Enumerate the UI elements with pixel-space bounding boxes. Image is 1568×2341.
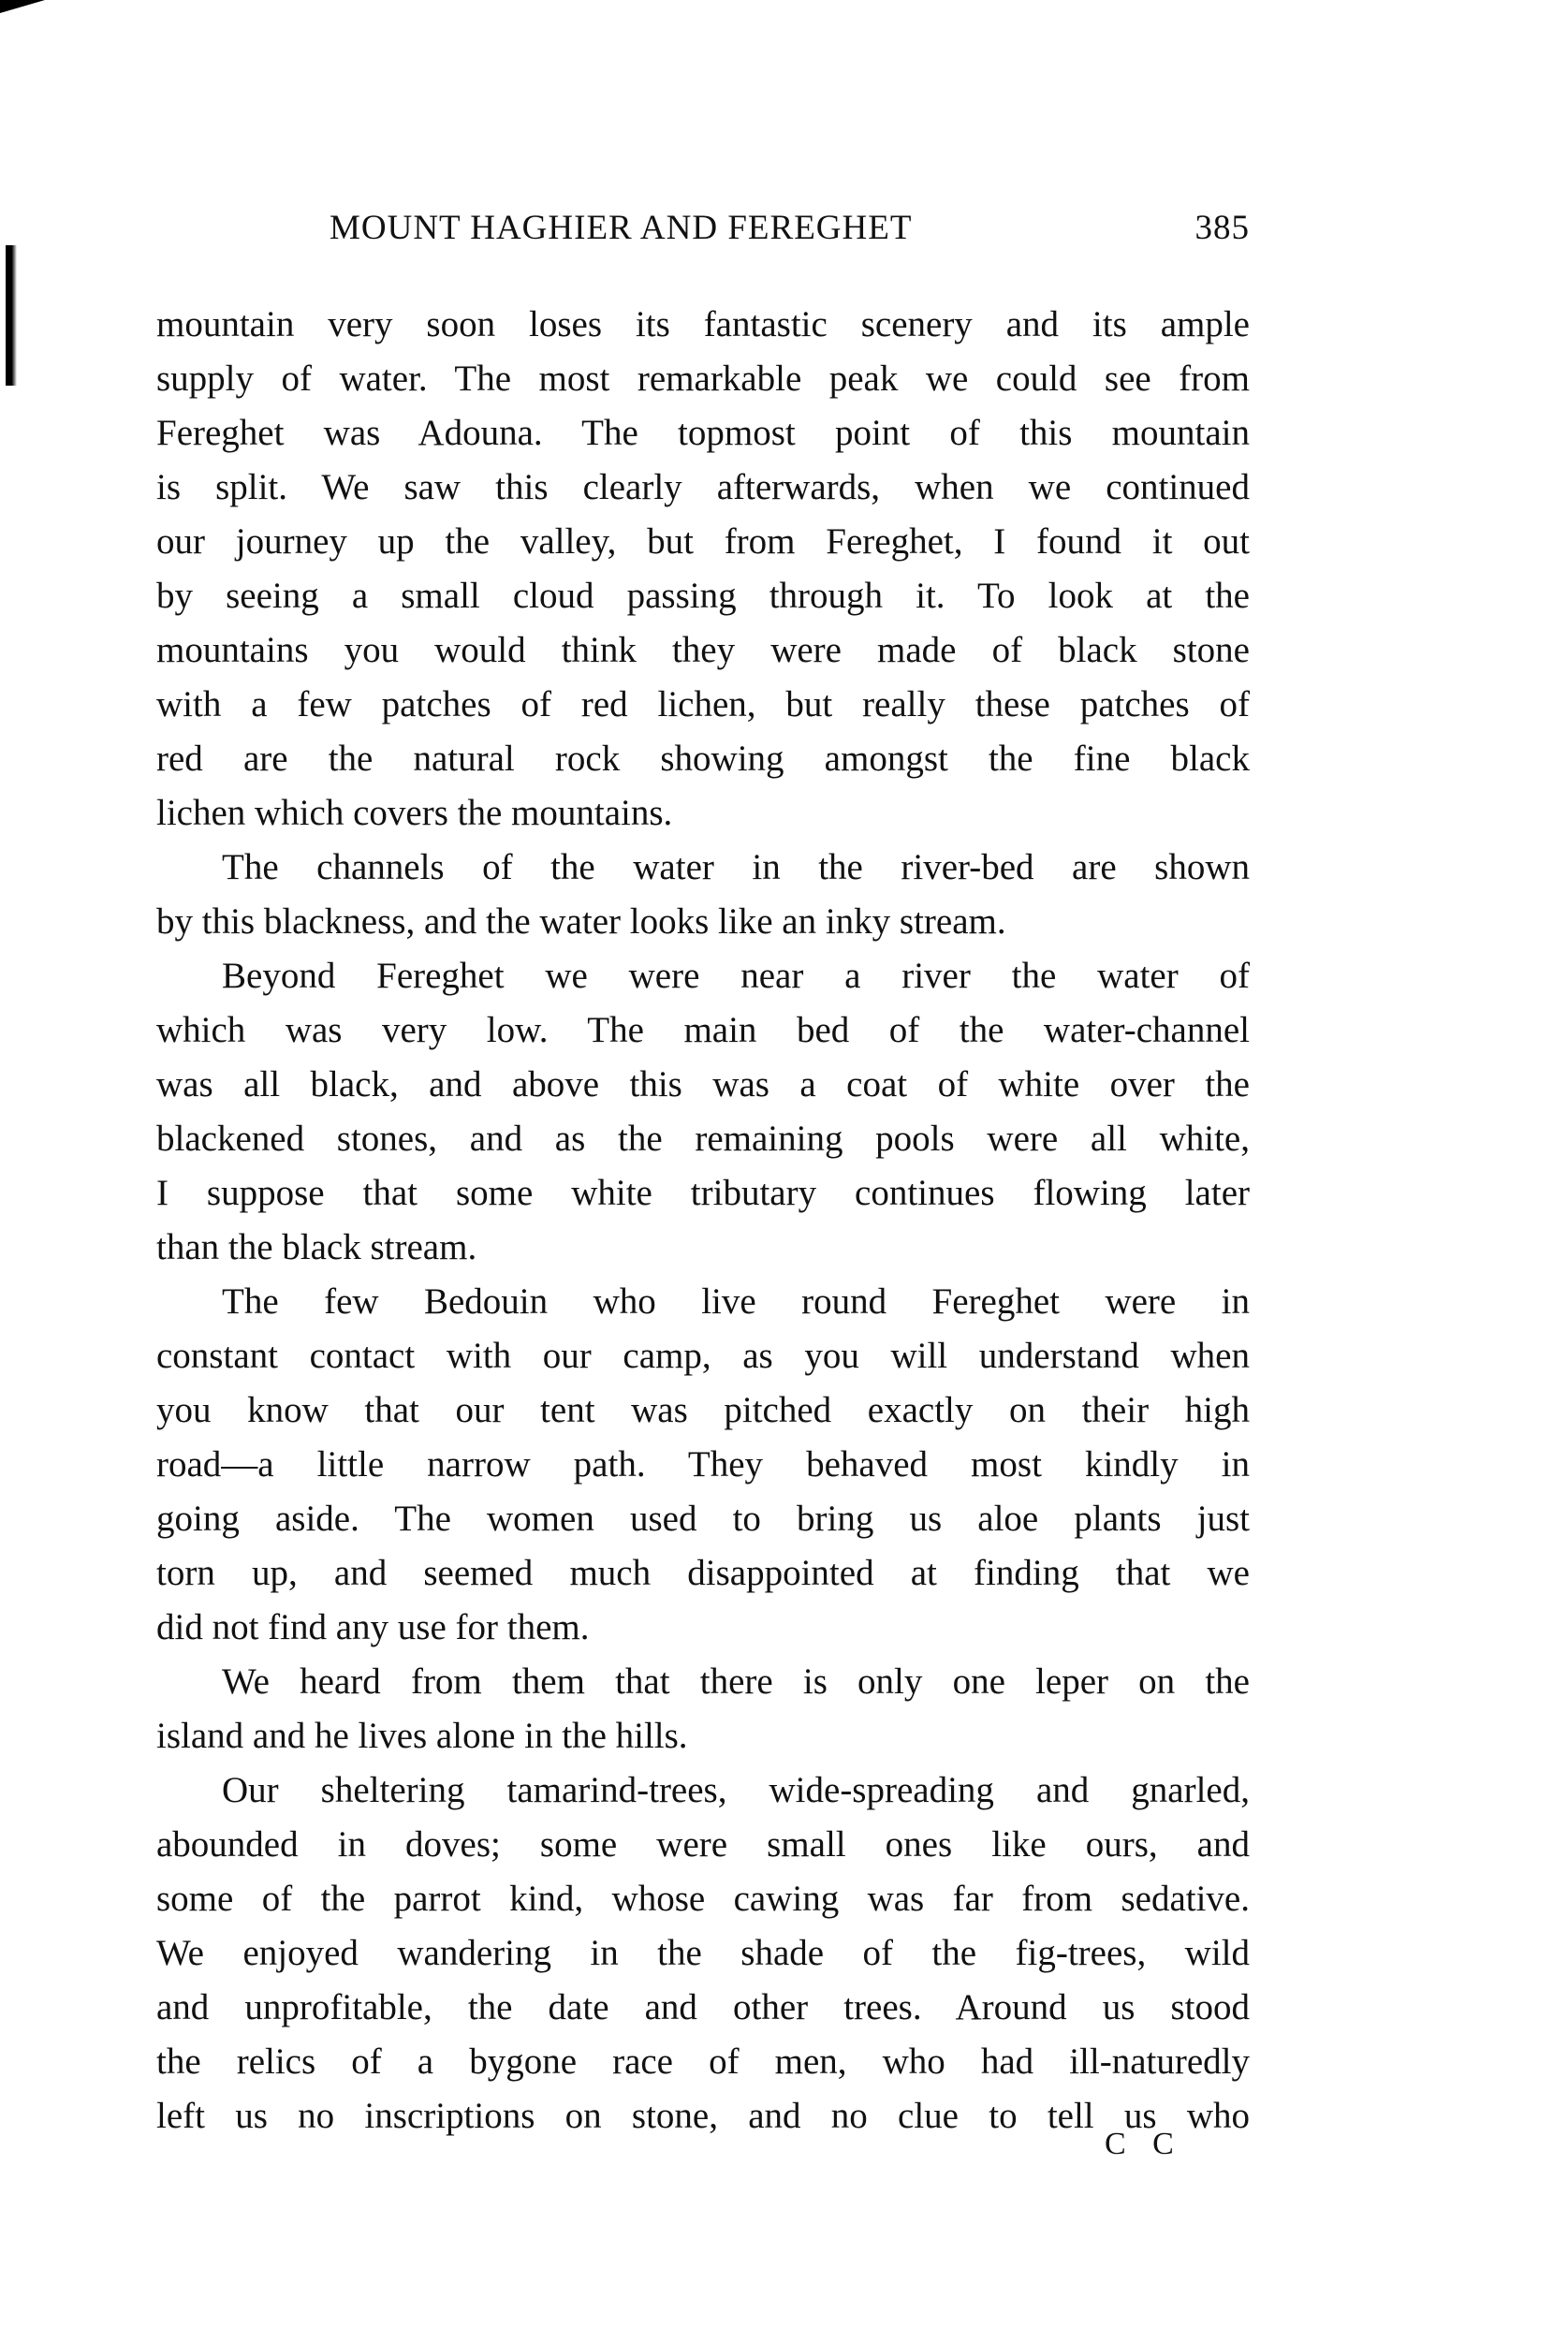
text-line: you know that our tent was pitched exactly on their high bbox=[156, 1390, 1250, 1430]
text-line: road—a little narrow path. They behaved most kindly in bbox=[156, 1444, 1250, 1485]
text-line: I suppose that some white tributary continues flowing later bbox=[156, 1173, 1250, 1213]
text-line: lichen which covers the mountains. bbox=[156, 793, 673, 833]
text-line: mountain very soon loses its fantastic scenery and its ample bbox=[156, 304, 1250, 344]
text-line: by seeing a small cloud passing through it. To look at the bbox=[156, 576, 1250, 616]
text-line: Our sheltering tamarind-trees, wide-spreading and gnarled, bbox=[222, 1770, 1250, 1810]
body-text bbox=[156, 298, 1250, 2143]
text-line: mountains you would think they were made of black stone bbox=[156, 630, 1250, 670]
text-line: and unprofitable, the date and other trees. Around us stood bbox=[156, 1987, 1250, 2027]
text-line: going aside. The women used to bring us aloe plants just bbox=[156, 1499, 1250, 1539]
text-line: supply of water. The most remarkable peak we could see from bbox=[156, 358, 1250, 399]
text-line: did not find any use for them. bbox=[156, 1607, 590, 1647]
text-line: red are the natural rock showing amongst the fine black bbox=[156, 739, 1250, 779]
text-line: is split. We saw this clearly afterwards, when we continued bbox=[156, 467, 1250, 507]
text-line: some of the parrot kind, whose cawing was far from sedative. bbox=[156, 1879, 1250, 1919]
text-line: left us no inscriptions on stone, and no clue to tell us who bbox=[156, 2096, 1250, 2136]
text-line: We enjoyed wandering in the shade of the fig-trees, wild bbox=[156, 1933, 1250, 1973]
text-line: Fereghet was Adouna. The topmost point of this mountain bbox=[156, 413, 1250, 453]
text-line: torn up, and seemed much disappointed at finding that we bbox=[156, 1553, 1250, 1593]
page-number: 385 bbox=[1194, 209, 1250, 247]
text-line: which was very low. The main bed of the water-channel bbox=[156, 1010, 1250, 1050]
text-line: The few Bedouin who live round Fereghet were in bbox=[222, 1281, 1250, 1322]
signature-mark: C C bbox=[1105, 2127, 1183, 2161]
running-header bbox=[330, 208, 1250, 255]
running-title: MOUNT HAGHIER AND FEREGHET bbox=[330, 209, 913, 247]
text-line: Beyond Fereghet we were near a river the water of bbox=[222, 956, 1250, 996]
text-line: the relics of a bygone race of men, who had ill-naturedly bbox=[156, 2041, 1250, 2082]
text-line: The channels of the water in the river-bed are shown bbox=[222, 847, 1250, 887]
text-line: blackened stones, and as the remaining pools were all white, bbox=[156, 1119, 1250, 1159]
text-line: We heard from them that there is only one leper on the bbox=[222, 1661, 1250, 1702]
text-line: our journey up the valley, but from Fereghet, I found it out bbox=[156, 521, 1250, 562]
text-line: than the black stream. bbox=[156, 1227, 477, 1267]
text-line: abounded in doves; some were small ones like ours, and bbox=[156, 1824, 1250, 1865]
text-line: constant contact with our camp, as you will understand when bbox=[156, 1336, 1250, 1376]
text-line: was all black, and above this was a coat of white over the bbox=[156, 1064, 1250, 1105]
text-line: with a few patches of red lichen, but really these patches of bbox=[156, 684, 1250, 724]
page-corner-mark bbox=[0, 0, 45, 13]
text-line: island and he lives alone in the hills. bbox=[156, 1716, 688, 1756]
text-line: by this blackness, and the water looks like an inky stream. bbox=[156, 901, 1006, 942]
binding-edge-shadow bbox=[6, 245, 17, 386]
